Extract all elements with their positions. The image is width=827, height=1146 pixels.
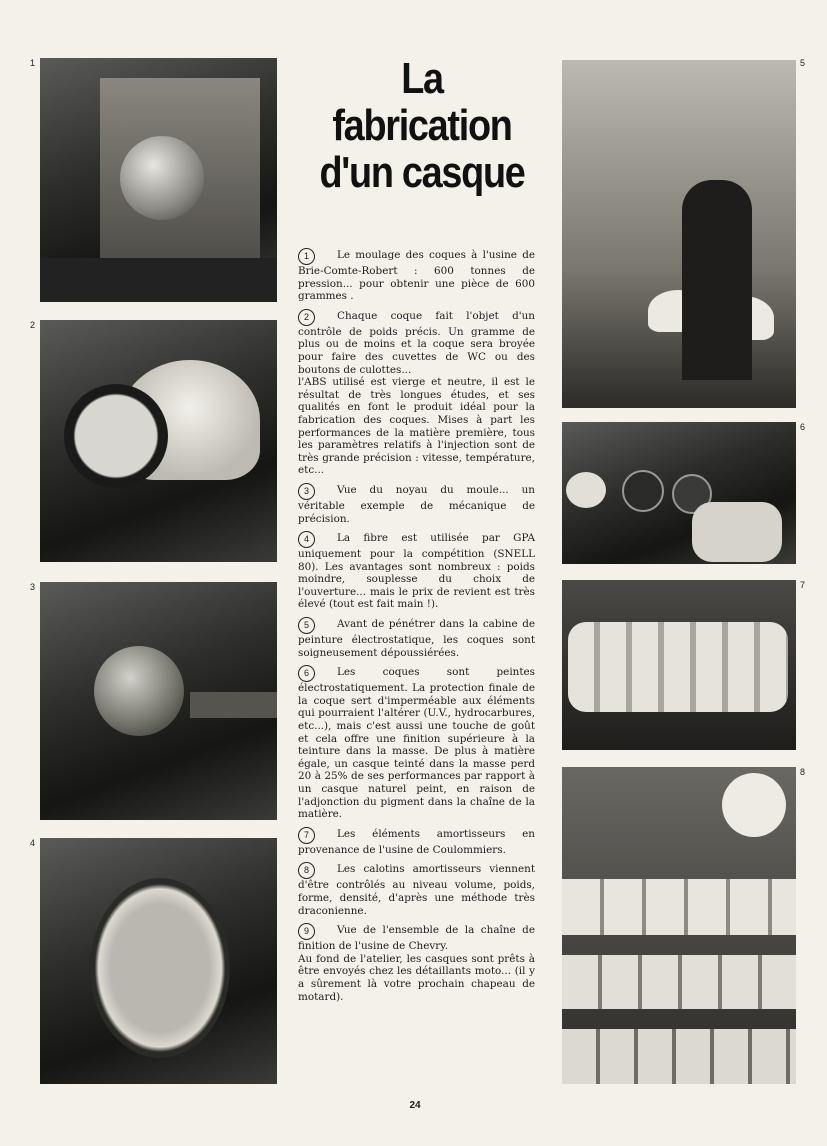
paragraph-text: Chaque coque fait l'objet d'un contrôle de poids précis. Un gramme de plus ou de moins et la coque sera broyée pour faire des cuvettes de WC ou des boutons de culottes... — [298, 309, 535, 376]
title-line-3: d'un casque — [319, 148, 525, 197]
paragraph-text: Le moulage des coques à l'usine de Brie-Comte-Robert : 600 tonnes de pression... pour obtenir une pièce de 600 grammes . — [298, 249, 535, 303]
paragraph-text: Avant de pénétrer dans la cabine de peinture électrostatique, les coques sont soigneusement dépoussiérées. — [298, 618, 535, 659]
paragraph-7 — [298, 827, 535, 857]
photo-liners — [562, 580, 796, 750]
article-text — [298, 248, 535, 1009]
paragraph-text-extra: l'ABS utilisé est vierge et neutre, il est le résultat de très longues études, et ses qualités en font le produit idéal pour la fabrication des coques. Mises à part les performances de la matière première, tous les paramètres relatifs à l'injection sont de très grande précision : vitesse, température, etc... — [298, 376, 535, 477]
paragraph-8 — [298, 862, 535, 917]
paragraph-6 — [298, 665, 535, 821]
photo-fiber-shell — [40, 838, 277, 1084]
photo-label-3: 3 — [30, 582, 36, 592]
paragraph-9 — [298, 923, 535, 1003]
photo-label-2: 2 — [30, 320, 36, 330]
photo-label-7: 7 — [800, 580, 806, 590]
photo-painted-shells — [562, 422, 796, 564]
photo-finishing-line — [562, 767, 796, 1084]
number-badge: 4 — [298, 531, 315, 548]
paragraph-text-extra: Au fond de l'atelier, les casques sont prêts à être envoyés chez les détaillants moto... (il y a sûrement là votre prochain chapeau de motard). — [298, 952, 535, 1003]
photo-label-5: 5 — [800, 58, 806, 68]
photo-mold — [40, 58, 277, 302]
article-title — [308, 55, 535, 196]
photo-label-8: 8 — [800, 767, 806, 777]
paragraph-4 — [298, 531, 535, 611]
number-badge: 9 — [298, 923, 315, 940]
photo-label-4: 4 — [30, 838, 36, 848]
photo-label-6: 6 — [800, 422, 806, 432]
paragraph-text: La fibre est utilisée par GPA uniquement pour la compétition (SNELL 80). Les avantages sont nombreux : poids moindre, souplesse du choix de l'ouverture... mais le prix de revient est très élevé (tout est fait main !). — [298, 532, 535, 611]
title-line-1: La — [401, 54, 443, 103]
number-badge: 8 — [298, 862, 315, 879]
number-badge: 2 — [298, 309, 315, 326]
paragraph-text: Les coques sont peintes électrostatiquement. La protection finale de la coque sert d'imperméable aux éléments qui pourraient l'altérer (U.V., hydrocarbures, etc...), mais c'est aussi une touche de goût et cela offre une finition supérieure à la teinture dans la masse. De plus à matière égale, un casque teinté dans la masse perd 20 à 25% de ses performances par rapport à un casque naturel peint, en raison de l'adjonction du pigment dans la chaîne de la matière. — [298, 666, 535, 821]
paragraph-text: Vue de l'ensemble de la chaîne de finition de l'usine de Chevry. — [298, 924, 535, 953]
paragraph-text: Vue du noyau du moule... un véritable exemple de mécanique de précision. — [298, 483, 535, 525]
photo-dusting — [562, 60, 796, 408]
paragraph-3 — [298, 483, 535, 525]
photo-label-1: 1 — [30, 58, 36, 68]
paragraph-text: Les éléments amortisseurs en provenance de l'usine de Coulommiers. — [298, 827, 535, 856]
number-badge: 5 — [298, 617, 315, 634]
paragraph-2 — [298, 309, 535, 477]
number-badge: 1 — [298, 248, 315, 265]
photo-mold-core — [40, 582, 277, 820]
title-line-2: fabrication — [332, 101, 512, 150]
number-badge: 6 — [298, 665, 315, 682]
paragraph-1 — [298, 248, 535, 303]
number-badge: 7 — [298, 827, 315, 844]
number-badge: 3 — [298, 483, 315, 500]
photo-weighing-helmet — [40, 320, 277, 562]
paragraph-text: Les calotins amortisseurs viennent d'être contrôlés au niveau volume, poids, forme, densité, d'après une méthode très draconienne. — [298, 863, 535, 917]
page-number: 24 — [409, 1100, 421, 1111]
paragraph-5 — [298, 617, 535, 659]
